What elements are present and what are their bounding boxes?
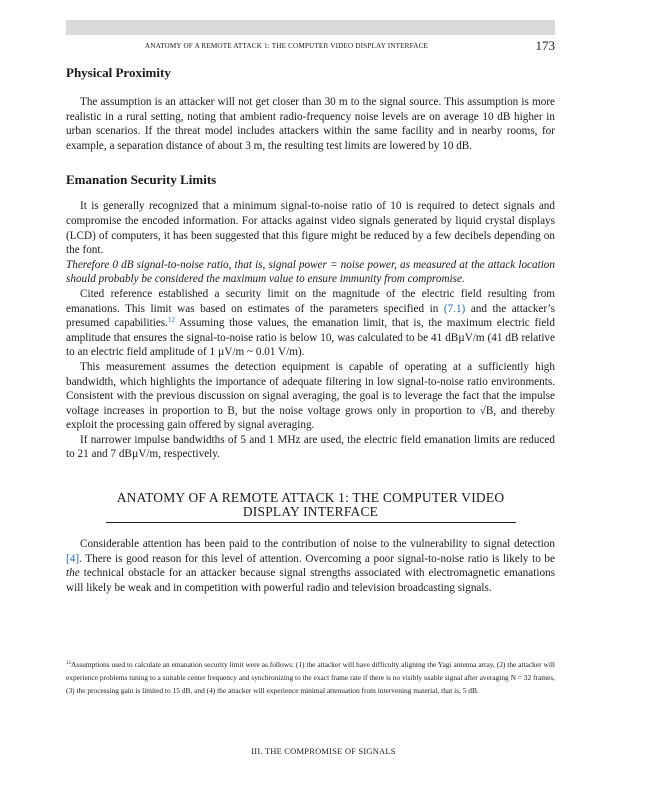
- equation-link[interactable]: (7.1): [443, 302, 466, 315]
- chapter-title: [106, 491, 516, 523]
- footnote-number: 12: [66, 661, 71, 666]
- paragraph-emanation-5: If narrower impulse bandwidths of 5 and 1 MHz are used, the electric field emanation limits are reduced to 21 and 7 dBµV/m, respectively.: [66, 433, 555, 461]
- paragraph-emanation-1: It is generally recognized that a minimum signal-to-noise ratio of 10 is required to detect signals and compromise the encoded information. For attacks against video signals generated by liquid crystal displays (LCD) of computers, it has been suggested that this figure might be reduced by a few decibels depending on the font.: [66, 200, 555, 257]
- chapter-title-line2: DISPLAY INTERFACE: [242, 504, 379, 520]
- section-heading-physical-proximity: Physical Proximity: [66, 65, 171, 80]
- paragraph-physical-proximity: The assumption is an attacker will not get closer than 30 m to the signal source. This assumption is more realistic in a rural setting, noting that ambient radio-frequency noise levels are on average 10 dB higher in urban scenarios. If the threat model includes attackers within the same facility and in nearby rooms, for example, a separation distance of about 3 m, the resulting test limits are lowered by 10 dB.: [66, 96, 555, 152]
- paragraph-emanation-4: This measurement assumes the detection equipment is capable of operating at a sufficiently high bandwidth, which highlights the importance of adequate filtering in low signal-to-noise ratio environments. Consistent with the previous discussion on signal averaging, the goal is to leverage the fact that the impulse voltage increases in proportion to B, but the noise voltage grows only in proportion to √B, and thereby exploit the processing gain offered by signal averaging.: [66, 360, 555, 432]
- chapter-title-line1: ANATOMY OF A REMOTE ATTACK 1: THE COMPUTER VIDEO: [116, 490, 505, 506]
- paragraph-emanation-italic: Therefore 0 dB signal-to-noise ratio, that is, signal power = noise power, as measured at the attack location should probably be considered the maximum value to ensure immunity from compromise.: [66, 258, 555, 286]
- paragraph-emanation-3: Cited reference established a security limit on the magnitude of the electric field resulting from emanations. This limit was based on estimates of the parameters specified in (7.1) and the attacker’s presumed capabilities.$^{12}$ Assuming those values, the emanation limit, that is, the maximum electric field amplitude that ensures the signal-to-noise ratio is below 10, was calculated to be 41 dBµV/m (41 dB relative to an electric field amplitude of 1 µV/m ~ 0.01 V/m).: [66, 287, 555, 359]
- page-header: [66, 37, 555, 57]
- paragraph-chapter-intro: Considerable attention has been paid to the contribution of noise to the vulnerability to signal detection [4]. There is good reason for this level of attention. Overcoming a poor signal-to-noise ratio is likely to be the technical obstacle for an attacker because signal strengths associated with electromagnetic emanations will likely be weak and in competition with powerful radio and television broadcasting signals.: [66, 538, 555, 594]
- section-heading-emanation-limits: Emanation Security Limits: [66, 172, 217, 188]
- page-number: 173: [535, 38, 555, 53]
- citation-link[interactable]: [4]: [66, 552, 80, 565]
- header-bar: [66, 20, 555, 35]
- page-body: [66, 65, 555, 595]
- footnote-marker[interactable]: 12: [167, 316, 175, 325]
- running-head: ANATOMY OF A REMOTE ATTACK 1: THE COMPUTER VIDEO DISPLAY INTERFACE: [144, 42, 429, 50]
- page-footer: III. THE COMPROMISE OF SIGNALS: [251, 746, 396, 756]
- footnote-text: Assumptions used to calculate an emanation security limit were as follows: (1) the attacker will have difficulty aligning the Yagi antenna array, (2) the attacker will experience problems tuning to a suitable center frequency and synchronizing to the exact frame rate if there is no visibly usable signal after averaging N = 32 frames, (3) the processing gain is limited to 15 dB, and (4) the attacker will experience minimal attenuation from intervening material, that is, 5 dB.: [66, 660, 555, 695]
- footnote: [66, 658, 555, 697]
